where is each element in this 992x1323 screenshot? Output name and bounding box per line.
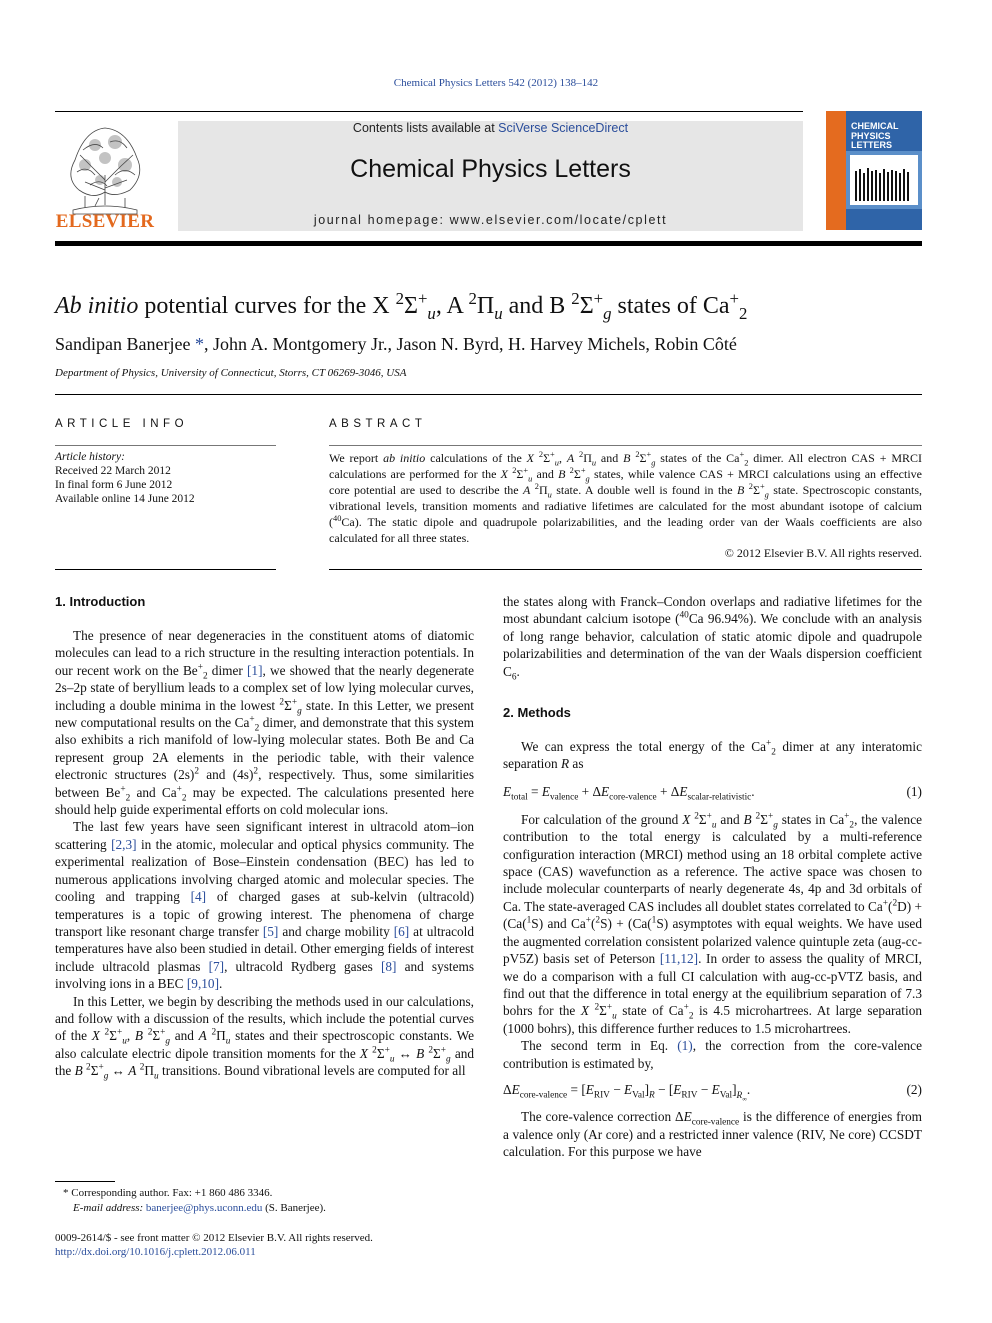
equation-2: $\Delta E_{core-valence} = [E_{RIV} - E_{Val}]_R - [E_{RIV} - E_{Val}]_{R_\infty}$. (2) — [503, 1081, 922, 1103]
cover-title-line: PHYSICS — [851, 130, 891, 141]
paragraph: The presence of near degeneracies in the constituent atoms of diatomic molecules can lead to a rich structure in the resulting interaction potentials. In our recent work on the $Be^+_2$ dimer [1], we showed that the nearly degenerate 2s–2p state of beryllium leads to a complex set of low lying molecular curves, including a double minima in the lowest $^2\Sigma^+_g$ state. In this Letter, we present new computational results on the $Ca^+_2$ dimer, and demonstrate that this system also exhibits a rich manifold of low-lying molecular states. Both Be and Ca represent group 2A elements in the periodic table, with their valence electronic structures $(2s)^2$ and $(4s)^2$, respectively. Thus, some similarities between $Be^+_2$ and $Ca^+_2$ may be expected. The calculations presented here should help guide experimental efforts on cold molecular ions. — [55, 628, 474, 818]
email-suffix: (S. Banerjee). — [262, 1202, 326, 1214]
footnote-corresponding: * Corresponding author. Fax: +1 860 486 3346. — [63, 1187, 273, 1199]
body-column-right — [503, 593, 922, 1161]
article-info-bottom-rule — [55, 569, 276, 570]
homepage-prefix: journal homepage: — [313, 213, 450, 227]
affiliation: Department of Physics, University of Connecticut, Storrs, CT 06269-3046, USA — [55, 367, 407, 379]
paragraph: We can express the total energy of the $Ca^+_2$ dimer at any interatomic separation R as — [503, 738, 922, 772]
citation-link[interactable]: [9,10] — [186, 976, 220, 992]
citation-link[interactable]: [6] — [393, 923, 410, 939]
history-received: Received 22 March 2012 — [55, 465, 171, 477]
section-heading-methods: 2. Methods — [503, 705, 571, 721]
abstract-rule — [329, 445, 922, 446]
abstract-text: We report ab initio calculations of the X $^2\Sigma^+_u$, A $^2\Pi_u$ and B $^2\Sigma^+_g$ states of the $Ca^+_2$ dimer. All electron CAS + MRCI calculations are performed for the X $^2\Sigma^+_u$ and B $^2\Sigma^+_g$ states, while valence CAS + MRCI calculations using an effective core potential are used to describe the A $^2\Pi_u$ state. A double well is found in the B $^2\Sigma^+_g$ state. Spectroscopic constants, vibrational levels, transition moments and radiative lifetimes are calculated for the most abundant isotope of calcium ($^{40}$Ca). The static dipole and quadrupole polarizabilities, and the leading order van der Waals coefficients are also calculated for all three states. — [329, 450, 923, 545]
author-list — [55, 334, 935, 355]
equation-number: (1) — [906, 783, 922, 799]
body-column-left — [55, 593, 474, 1080]
abstract-bottom-rule — [329, 569, 922, 570]
history-revised: In final form 6 June 2012 — [55, 479, 173, 491]
cover-title-line: LETTERS — [851, 140, 893, 150]
contents-prefix: Contents lists available at — [352, 121, 499, 135]
title-italic: Ab initio — [55, 293, 139, 319]
copyright-notice: © 2012 Elsevier B.V. All rights reserved. — [724, 546, 922, 560]
citation-link[interactable]: [1] — [247, 662, 263, 678]
sciencedirect-link[interactable]: SciVerse ScienceDirect — [498, 121, 629, 135]
contents-line — [178, 121, 803, 135]
abstract-heading: ABSTRACT — [329, 418, 427, 430]
doi-link[interactable]: http://dx.doi.org/10.1016/j.cplett.2012.06.011 — [55, 1246, 256, 1258]
paragraph: The last few years have seen significant interest in ultracold atom–ion scattering [2,3] in the atomic, molecular and optical physics community. The experimental realization of Bose–Einstein condensation (BEC) has led to numerous applications involving charged atomic and molecular species. The cooling and trapping [4] of charged gases at sub-kelvin (ultracold) temperatures is a topic of growing interest. The phenomena of charge transport like resonant charge transfer [5] and charge mobility [6] at ultracold temperatures have also been studied in detail. Other emerging fields of interest include ultracold plasmas [7], ultracold Rydberg gases [8] and systems involving ions in a BEC [9,10]. — [55, 819, 474, 992]
journal-cover — [826, 111, 922, 230]
elsevier-wordmark: ELSEVIER — [55, 211, 155, 232]
equation-1: $E_{total} = E_{valence} + \Delta E_{core-valence} + \Delta E_{scalar-relativistic}$. (1) — [503, 783, 922, 803]
equation-number: (2) — [906, 1081, 922, 1097]
article-info-heading: ARTICLE INFO — [55, 418, 189, 430]
article-title: Ab initio potential curves for the X $^2\Sigma^+_u$, A $^2\Pi_u$ and B $^2\Sigma^+_g$ states of $Ca^+_2$ — [55, 289, 748, 323]
header-rule — [55, 111, 803, 112]
corresponding-author-footnote — [55, 1186, 474, 1216]
cover-artwork — [826, 111, 922, 230]
paragraph: In this Letter, we begin by describing the methods used in our calculations, and follow with a discussion of the results, which include the potential curves of the X $^2\Sigma^+_u$, B $^2\Sigma^+_g$ and A $^2\Pi_u$ states and their spectroscopic constants. We also calculate electric dipole transition moments for the X $^2\Sigma^+_u$ ↔ B $^2\Sigma^+_g$ and the B $^2\Sigma^+_g$ ↔ A $^2\Pi_u$ transitions. Bound vibrational levels are computed for all — [55, 993, 475, 1082]
citation-link[interactable]: [5] — [262, 923, 279, 939]
section-heading-introduction: 1. Introduction — [55, 594, 146, 609]
journal-reference[interactable]: Chemical Physics Letters 542 (2012) 138–142 — [393, 77, 599, 89]
email-link[interactable]: banerjee@phys.uconn.edu — [145, 1202, 263, 1214]
history-label: Article history: — [55, 451, 125, 463]
history-online: Available online 14 June 2012 — [55, 493, 195, 505]
paragraph: The second term in Eq. (1), the correction from the core-valence contribution is estimated by, — [503, 1038, 922, 1071]
email-label: E-mail address: — [73, 1202, 146, 1214]
paragraph: the states along with Franck–Condon overlaps and radiative lifetimes for the most abundant calcium isotope ($^{40}$Ca 96.94%). We conclude with an analysis of long range behavior, calculation of static atomic dipole and quadrupole polarizabilities and determination of the van der Waals dispersion coefficient $C_6$. — [503, 594, 922, 683]
citation-link[interactable]: [2,3] — [111, 836, 137, 852]
citation-link[interactable]: [4] — [190, 889, 207, 905]
corresponding-author-mark[interactable]: * — [194, 334, 204, 354]
cover-title-line: CHEMICAL — [851, 121, 899, 131]
equation-link[interactable]: (1) — [677, 1038, 693, 1054]
journal-name: Chemical Physics Letters — [350, 155, 631, 183]
citation-link[interactable]: [11,12] — [659, 951, 699, 967]
coauthors: , John A. Montgomery Jr., Jason N. Byrd, H. Harvey Michels, Robin Côté — [203, 334, 737, 354]
paragraph: The core-valence correction $\Delta E_{core-valence}$ is the difference of energies from a valence only (Ar core) and a restricted inner valence (RIV, Ne core) CCSDT calculation. For this purpose we have — [503, 1109, 923, 1160]
footnote-rule — [55, 1181, 115, 1182]
title-rule — [55, 394, 922, 395]
homepage-url[interactable]: www.elsevier.com/locate/cplett — [449, 213, 668, 227]
article-info-rule — [55, 445, 276, 446]
footnote-email-line — [55, 1201, 474, 1216]
author-name[interactable]: Sandipan Banerjee — [55, 334, 191, 354]
issn-line: 0009-2614/$ - see front matter © 2012 Elsevier B.V. All rights reserved. — [55, 1232, 373, 1244]
article-history — [55, 450, 195, 506]
front-matter — [55, 1231, 474, 1259]
citation-link[interactable]: [7] — [208, 958, 225, 974]
header-thick-rule — [55, 241, 922, 246]
journal-homepage — [178, 213, 803, 227]
paragraph: For calculation of the ground X $^2\Sigma^+_u$ and B $^2\Sigma^+_g$ states in $Ca^+_2$, the valence contribution to the total energy is calculated by a multi-reference configuration interaction (MRCI) method using an 18 orbital complete active space (CAS) wavefunction as a reference. The active space was chosen to include molecular counterparts of nearly degenerate 4s, 4p and 3d orbitals of Ca. The state-averaged CAS includes all doublet states correlated to Ca+($^2$D) + (Ca($^1$S) and Ca+($^2$S) + (Ca($^1$S) asymptotes with equal weights. We have used the augmented correlation consistent polarized valence quintuple zeta (aug-cc-pV5Z) basis set of Peterson [11,12]. In order to assess the quality of MRCI, we do a comparison with a full CI calculation with aug-cc-pVTZ basis, and find out that the difference in total energy at the equilibrium separation of 7.3 bohrs for the X $^2\Sigma^+_u$ state of $Ca^+_2$ is 4.5 microhartrees. At large separation (1000 bohrs), this difference further reduces to 1.5 microhartrees. — [503, 811, 923, 1036]
citation-link[interactable]: [8] — [380, 958, 397, 974]
